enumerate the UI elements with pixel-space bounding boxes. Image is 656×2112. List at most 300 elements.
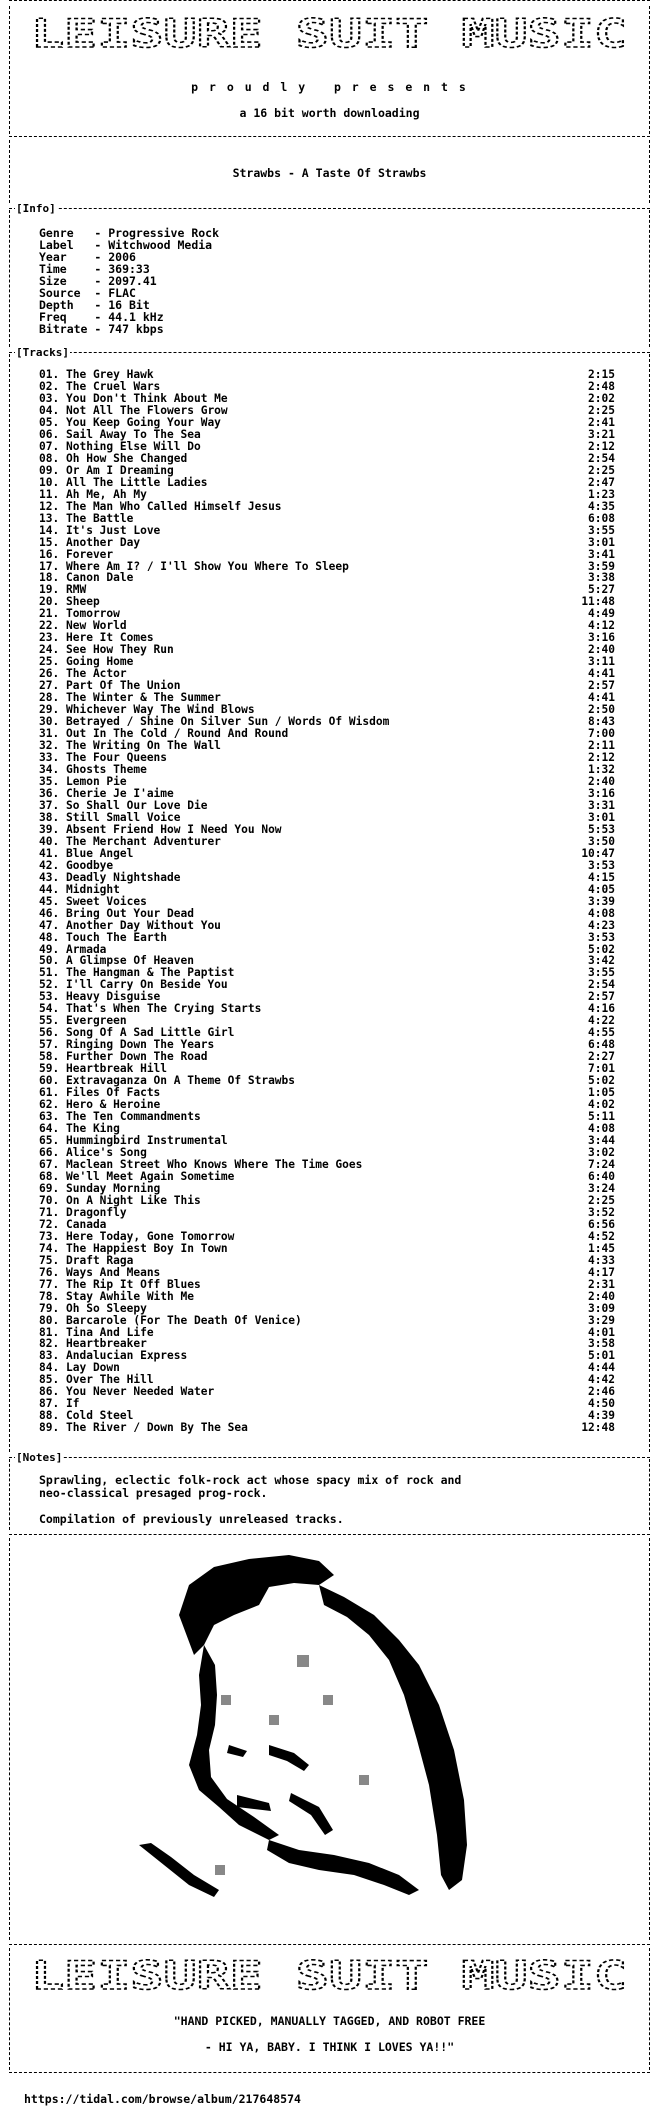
track-title: Another Day Without You	[66, 918, 221, 932]
track-duration: 3:53	[588, 858, 615, 872]
track-duration: 5:02	[588, 942, 615, 956]
hair-shape	[179, 1555, 334, 1655]
hair-back-shape	[319, 1585, 467, 1890]
track-number: 47.	[39, 918, 60, 932]
track-duration: 12:48	[581, 1421, 615, 1435]
track-row	[39, 572, 615, 584]
track-title: Sheep	[66, 595, 100, 609]
track-title: Armada	[66, 942, 107, 956]
track-row	[39, 537, 615, 549]
track-number: 41.	[39, 846, 60, 860]
track-title: You Never Needed Water	[66, 1385, 215, 1399]
track-duration: 4:39	[588, 1409, 615, 1423]
track-number: 11.	[39, 487, 60, 501]
track-number: 71.	[39, 1205, 60, 1219]
track-duration: 1:23	[588, 487, 615, 501]
track-number: 37.	[39, 798, 60, 812]
track-duration: 4:55	[588, 1026, 615, 1040]
track-duration: 4:02	[588, 1098, 615, 1112]
track-duration: 2:25	[588, 403, 615, 417]
track-row	[39, 848, 615, 860]
divider	[9, 1534, 650, 1535]
track-duration: 3:55	[588, 523, 615, 537]
track-duration: 3:42	[588, 954, 615, 968]
track-duration: 4:01	[588, 1325, 615, 1339]
source-url[interactable]: https://tidal.com/browse/album/217648574	[24, 2092, 301, 2106]
notes-line: Compilation of previously unreleased tracks.	[39, 1512, 344, 1526]
track-title: Not All The Flowers Grow	[66, 403, 228, 417]
info-block	[39, 227, 219, 335]
track-duration: 6:40	[588, 1169, 615, 1183]
track-title: Cherie Je I'aime	[66, 786, 174, 800]
track-duration: 7:00	[588, 727, 615, 741]
track-title: Going Home	[66, 655, 134, 669]
track-title: Out In The Cold / Round And Round	[66, 727, 289, 741]
track-title: RMW	[66, 583, 87, 597]
track-title: Andalucian Express	[66, 1349, 188, 1363]
track-number: 06.	[39, 427, 60, 441]
track-number: 55.	[39, 1014, 60, 1028]
track-duration: 4:16	[588, 1002, 615, 1016]
track-number: 01.	[39, 368, 60, 381]
track-title: Blue Angel	[66, 846, 134, 860]
track-row	[39, 932, 615, 944]
track-number: 75.	[39, 1253, 60, 1267]
track-duration: 3:16	[588, 631, 615, 645]
track-title: The Merchant Adventurer	[66, 834, 221, 848]
track-number: 58.	[39, 1050, 60, 1064]
track-title: Stay Awhile With Me	[66, 1289, 194, 1303]
track-duration: 2:11	[588, 739, 615, 753]
track-number: 88.	[39, 1409, 60, 1423]
track-number: 61.	[39, 1086, 60, 1100]
cheek-shape	[289, 1793, 333, 1835]
track-title: Maclean Street Who Knows Where The Time Goes	[66, 1157, 363, 1171]
track-title: Tina And Life	[66, 1325, 154, 1339]
track-title: Sweet Voices	[66, 894, 147, 908]
track-title: Ah Me, Ah My	[66, 487, 147, 501]
divider	[9, 2072, 650, 2073]
info-row: Year - 2006	[39, 250, 136, 264]
track-title: Oh How She Changed	[66, 451, 188, 465]
track-number: 63.	[39, 1110, 60, 1124]
track-number: 26.	[39, 667, 60, 681]
track-title: The Battle	[66, 511, 134, 525]
track-title: Ringing Down The Years	[66, 1038, 215, 1052]
track-duration: 4:08	[588, 1122, 615, 1136]
track-number: 16.	[39, 547, 60, 561]
track-number: 86.	[39, 1385, 60, 1399]
track-number: 83.	[39, 1349, 60, 1363]
release-title: Strawbs - A Taste Of Strawbs	[232, 166, 427, 180]
track-title: The Writing On The Wall	[66, 739, 221, 753]
track-duration: 4:22	[588, 1014, 615, 1028]
track-title: Absent Friend How I Need You Now	[66, 822, 282, 836]
track-title: The River / Down By The Sea	[66, 1421, 248, 1435]
track-duration: 3:39	[588, 894, 615, 908]
track-title: The Grey Hawk	[66, 368, 154, 381]
info-row: Size - 2097.41	[39, 274, 157, 288]
slogan-line-2: - HI YA, BABY. I THINK I LOVES YA!!"	[204, 2040, 455, 2054]
track-title: You Don't Think About Me	[66, 391, 228, 405]
track-row	[39, 1207, 615, 1219]
track-number: 23.	[39, 631, 60, 645]
face-outline-shape	[189, 1645, 279, 1840]
track-title: Canon Dale	[66, 571, 134, 585]
track-duration: 3:01	[588, 535, 615, 549]
divider	[9, 208, 650, 209]
track-title: If	[66, 1397, 80, 1411]
track-title: Where Am I? / I'll Show You Where To Sleep	[66, 559, 349, 573]
track-title: Deadly Nightshade	[66, 870, 181, 884]
track-duration: 1:32	[588, 762, 615, 776]
track-number: 74.	[39, 1241, 60, 1255]
track-number: 60.	[39, 1074, 60, 1088]
track-duration: 2:40	[588, 1289, 615, 1303]
track-number: 13.	[39, 511, 60, 525]
track-number: 73.	[39, 1229, 60, 1243]
track-title: The Happiest Boy In Town	[66, 1241, 228, 1255]
track-duration: 4:33	[588, 1253, 615, 1267]
track-title: The Ten Commandments	[66, 1110, 201, 1124]
track-title: Whichever Way The Wind Blows	[66, 703, 255, 717]
track-number: 84.	[39, 1361, 60, 1375]
track-title: That's When The Crying Starts	[66, 1002, 262, 1016]
track-number: 38.	[39, 810, 60, 824]
track-duration: 4:41	[588, 691, 615, 705]
track-duration: 3:24	[588, 1181, 615, 1195]
track-duration: 3:16	[588, 786, 615, 800]
track-title: You Keep Going Your Way	[66, 415, 221, 429]
track-number: 15.	[39, 535, 60, 549]
track-duration: 4:35	[588, 499, 615, 513]
track-duration: 3:50	[588, 834, 615, 848]
track-duration: 3:55	[588, 966, 615, 980]
track-title: Ways And Means	[66, 1265, 161, 1279]
track-number: 72.	[39, 1217, 60, 1231]
track-number: 28.	[39, 691, 60, 705]
notes-line: neo-classical presaged prog-rock.	[39, 1486, 268, 1500]
track-number: 89.	[39, 1421, 60, 1435]
track-number: 65.	[39, 1134, 60, 1147]
track-duration: 4:17	[588, 1265, 615, 1279]
track-number: 07.	[39, 439, 60, 453]
track-duration: 3:38	[588, 571, 615, 585]
track-duration: 5:27	[588, 583, 615, 597]
track-duration: 2:25	[588, 463, 615, 477]
track-number: 20.	[39, 595, 60, 609]
track-title: The Four Queens	[66, 751, 168, 764]
track-number: 77.	[39, 1277, 60, 1291]
track-title: We'll Meet Again Sometime	[66, 1169, 235, 1183]
track-number: 19.	[39, 583, 60, 597]
track-title: I'll Carry On Beside You	[66, 978, 228, 992]
track-title: Here It Comes	[66, 631, 154, 645]
track-number: 56.	[39, 1026, 60, 1040]
track-title: So Shall Our Love Die	[66, 798, 208, 812]
track-title: Betrayed / Shine On Silver Sun / Words Of Wisdom	[66, 715, 390, 729]
track-number: 18.	[39, 571, 60, 585]
track-number: 48.	[39, 930, 60, 944]
track-number: 68.	[39, 1169, 60, 1183]
track-number: 10.	[39, 475, 60, 489]
track-number: 43.	[39, 870, 60, 884]
track-number: 25.	[39, 655, 60, 669]
track-number: 05.	[39, 415, 60, 429]
track-duration: 3:59	[588, 559, 615, 573]
info-row: Bitrate - 747 kbps	[39, 322, 164, 336]
divider	[9, 136, 650, 137]
track-number: 42.	[39, 858, 60, 872]
track-title: The Hangman & The Paptist	[66, 966, 235, 980]
track-duration: 2:40	[588, 774, 615, 788]
track-duration: 2:41	[588, 415, 615, 429]
track-number: 02.	[39, 379, 60, 393]
track-number: 52.	[39, 978, 60, 992]
track-duration: 2:57	[588, 990, 615, 1004]
track-duration: 4:44	[588, 1361, 615, 1375]
track-title: Ghosts Theme	[66, 762, 147, 776]
track-title: See How They Run	[66, 643, 174, 657]
track-duration: 3:09	[588, 1301, 615, 1315]
notes-text	[39, 1474, 599, 1526]
track-duration: 2:15	[588, 368, 615, 381]
track-duration: 11:48	[581, 595, 615, 609]
track-number: 08.	[39, 451, 60, 465]
track-duration: 5:01	[588, 1349, 615, 1363]
track-row	[39, 1350, 615, 1362]
divider	[9, 1944, 650, 1945]
track-duration: 4:49	[588, 607, 615, 621]
track-duration: 6:08	[588, 511, 615, 525]
track-number: 40.	[39, 834, 60, 848]
track-title: The Winter & The Summer	[66, 691, 221, 705]
track-title: The Cruel Wars	[66, 379, 161, 393]
track-title: Hero & Heroine	[66, 1098, 161, 1112]
track-duration: 7:24	[588, 1157, 615, 1171]
track-row	[39, 596, 615, 608]
track-title: The Man Who Called Himself Jesus	[66, 499, 282, 513]
divider	[9, 1457, 650, 1458]
track-duration: 4:12	[588, 619, 615, 633]
chin-shape	[267, 1840, 419, 1895]
track-number: 59.	[39, 1062, 60, 1076]
track-duration: 3:11	[588, 655, 615, 669]
track-duration: 2:02	[588, 391, 615, 405]
track-number: 87.	[39, 1397, 60, 1411]
info-header: [Info]	[16, 202, 56, 215]
track-title: Part Of The Union	[66, 679, 181, 693]
track-duration: 3:21	[588, 427, 615, 441]
notes-line: Sprawling, eclectic folk-rock act whose spacy mix of rock and	[39, 1473, 462, 1487]
slogan-line-1: "HAND PICKED, MANUALLY TAGGED, AND ROBOT FREE	[173, 2014, 486, 2028]
track-number: 69.	[39, 1181, 60, 1195]
track-title: Heartbreak Hill	[66, 1062, 168, 1076]
track-duration: 2:57	[588, 679, 615, 693]
track-title: Song Of A Sad Little Girl	[66, 1026, 235, 1040]
track-duration: 2:48	[588, 379, 615, 393]
track-duration: 2:12	[588, 439, 615, 453]
track-number: 35.	[39, 774, 60, 788]
track-number: 14.	[39, 523, 60, 537]
track-title: Files Of Facts	[66, 1086, 161, 1100]
track-title: Still Small Voice	[66, 810, 181, 824]
track-duration: 2:46	[588, 1385, 615, 1399]
info-row: Time - 369:33	[39, 262, 150, 276]
track-duration: 3:52	[588, 1205, 615, 1219]
track-duration: 4:50	[588, 1397, 615, 1411]
track-duration: 2:47	[588, 475, 615, 489]
track-title: Lay Down	[66, 1361, 120, 1375]
track-number: 66.	[39, 1145, 60, 1159]
nfo-frame	[9, 0, 650, 2074]
info-row: Source - FLAC	[39, 286, 136, 300]
track-title: Forever	[66, 547, 114, 561]
track-number: 79.	[39, 1301, 60, 1315]
track-title: Nothing Else Will Do	[66, 439, 201, 453]
track-duration: 5:11	[588, 1110, 615, 1124]
track-title: New World	[66, 619, 127, 633]
track-title: Touch The Earth	[66, 930, 168, 944]
track-title: Dragonfly	[66, 1205, 127, 1219]
track-duration: 2:54	[588, 451, 615, 465]
divider	[9, 352, 650, 353]
track-row	[39, 1422, 615, 1434]
track-number: 03.	[39, 391, 60, 405]
track-number: 80.	[39, 1313, 60, 1327]
info-row: Depth - 16 Bit	[39, 298, 150, 312]
track-row	[39, 584, 615, 596]
track-duration: 6:56	[588, 1217, 615, 1231]
track-title: Oh So Sleepy	[66, 1301, 147, 1315]
track-number: 81.	[39, 1325, 60, 1339]
mouth-shape	[237, 1795, 271, 1811]
track-duration: 10:47	[581, 846, 615, 860]
track-duration: 1:05	[588, 1086, 615, 1100]
track-title: Canada	[66, 1217, 107, 1231]
track-number: 17.	[39, 559, 60, 573]
track-number: 62.	[39, 1098, 60, 1112]
track-title: Evergreen	[66, 1014, 127, 1028]
presents-line: p r o u d l y p r e s e n t s	[191, 80, 468, 94]
track-row	[39, 872, 615, 884]
track-duration: 8:43	[588, 715, 615, 729]
track-duration: 7:01	[588, 1062, 615, 1076]
track-title: Or Am I Dreaming	[66, 463, 174, 477]
track-number: 45.	[39, 894, 60, 908]
track-duration: 3:41	[588, 547, 615, 561]
track-title: Alice's Song	[66, 1145, 147, 1159]
track-title: Extravaganza On A Theme Of Strawbs	[66, 1074, 296, 1088]
tagline: a 16 bit worth downloading	[239, 106, 420, 120]
track-title: Sunday Morning	[66, 1181, 161, 1195]
track-number: 64.	[39, 1122, 60, 1136]
track-duration: 2:27	[588, 1050, 615, 1064]
leisure-suit-music-logo-footer	[27, 1958, 631, 1996]
logo-text: LEISURE SUIT MUSIC	[31, 1958, 627, 1996]
track-number: 78.	[39, 1289, 60, 1303]
track-number: 33.	[39, 751, 60, 764]
tracklist	[39, 369, 615, 1434]
track-number: 46.	[39, 906, 60, 920]
track-number: 39.	[39, 822, 60, 836]
track-title: Over The Hill	[66, 1373, 154, 1387]
track-title: Heartbreaker	[66, 1337, 147, 1351]
track-title: The Rip It Off Blues	[66, 1277, 201, 1291]
track-title: Sail Away To The Sea	[66, 427, 201, 441]
track-duration: 2:12	[588, 751, 615, 764]
track-number: 54.	[39, 1002, 60, 1016]
track-number: 67.	[39, 1157, 60, 1171]
divider	[9, 0, 650, 1]
track-number: 04.	[39, 403, 60, 417]
track-title: A Glimpse Of Heaven	[66, 954, 194, 968]
track-number: 44.	[39, 882, 60, 896]
track-duration: 5:02	[588, 1074, 615, 1088]
track-number: 49.	[39, 942, 60, 956]
track-duration: 2:50	[588, 703, 615, 717]
track-number: 82.	[39, 1337, 60, 1351]
track-duration: 3:58	[588, 1337, 615, 1351]
info-row: Genre - Progressive Rock	[39, 226, 220, 240]
track-title: Tomorrow	[66, 607, 120, 621]
track-duration: 2:31	[588, 1277, 615, 1291]
info-row: Label - Witchwood Media	[39, 238, 213, 252]
track-number: 22.	[39, 619, 60, 633]
track-duration: 3:01	[588, 810, 615, 824]
track-number: 29.	[39, 703, 60, 717]
track-duration: 5:53	[588, 822, 615, 836]
track-number: 32.	[39, 739, 60, 753]
track-duration: 3:29	[588, 1313, 615, 1327]
track-number: 31.	[39, 727, 60, 741]
track-duration: 2:25	[588, 1193, 615, 1207]
track-title: Further Down The Road	[66, 1050, 208, 1064]
notes-header: [Notes]	[16, 1451, 63, 1464]
track-title: Lemon Pie	[66, 774, 127, 788]
tracks-header: [Tracks]	[16, 346, 69, 359]
track-title: Cold Steel	[66, 1409, 134, 1423]
track-duration: 4:08	[588, 906, 615, 920]
track-number: 85.	[39, 1373, 60, 1387]
track-number: 34.	[39, 762, 60, 776]
track-number: 24.	[39, 643, 60, 657]
track-title: Goodbye	[66, 858, 114, 872]
track-number: 76.	[39, 1265, 60, 1279]
track-title: Another Day	[66, 535, 141, 549]
track-number: 51.	[39, 966, 60, 980]
track-title: Draft Raga	[66, 1253, 134, 1267]
track-number: 70.	[39, 1193, 60, 1207]
eye-shape	[227, 1745, 247, 1757]
track-duration: 3:44	[588, 1134, 615, 1147]
track-number: 12.	[39, 499, 60, 513]
track-duration: 3:02	[588, 1145, 615, 1159]
track-row	[39, 1386, 615, 1398]
track-title: Heavy Disguise	[66, 990, 161, 1004]
track-duration: 4:52	[588, 1229, 615, 1243]
track-number: 50.	[39, 954, 60, 968]
info-row: Freq - 44.1 kHz	[39, 310, 164, 324]
track-duration: 2:40	[588, 643, 615, 657]
track-duration: 2:54	[588, 978, 615, 992]
leisure-suit-music-logo	[27, 16, 631, 54]
track-number: 30.	[39, 715, 60, 729]
track-duration: 3:31	[588, 798, 615, 812]
collar-shape	[139, 1843, 219, 1897]
track-number: 57.	[39, 1038, 60, 1052]
track-duration: 4:41	[588, 667, 615, 681]
